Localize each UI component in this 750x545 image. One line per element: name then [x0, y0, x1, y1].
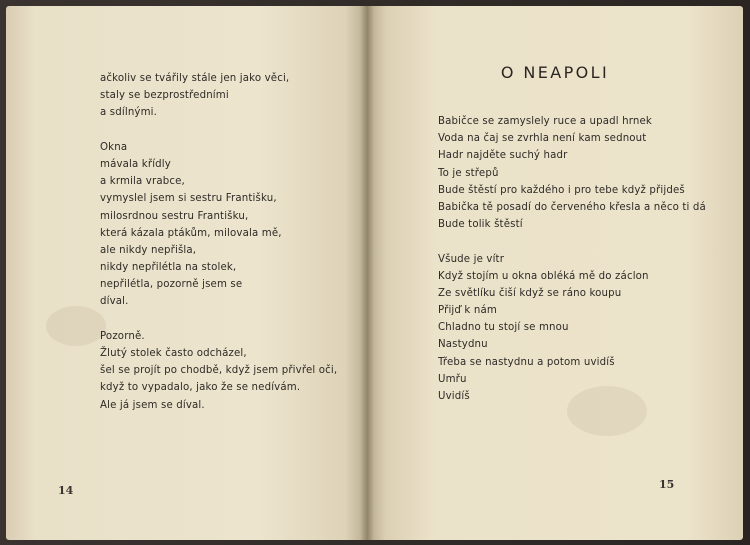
poem-line: Ale já jsem se díval.	[100, 399, 205, 411]
poem-line: staly se bezprostředními	[100, 90, 229, 102]
poem-line: Když stojím u okna obléká mě do záclon	[438, 270, 649, 282]
poem-line: díval.	[100, 296, 129, 308]
poem-line: ale nikdy nepřišla,	[100, 244, 197, 256]
poem-line: Žlutý stolek často odcházel,	[100, 348, 247, 359]
poem-line: Třeba se nastydnu a potom uvidíš	[438, 356, 615, 368]
poem-title: O NEAPOLI	[500, 63, 610, 82]
poem-line: mávala křídly	[100, 158, 171, 170]
poem-line: Bude štěstí pro každého i pro tebe když přijdeš	[438, 184, 685, 196]
page-number-left: 14	[58, 484, 74, 497]
poem-line: Chladno tu stojí se mnou	[438, 322, 569, 334]
paper-stain	[46, 306, 106, 346]
poem-line: To je střepů	[438, 167, 499, 179]
left-page-text	[100, 70, 337, 414]
poem-line: a krmila vrabce,	[100, 176, 185, 188]
poem-line: Umřu	[438, 373, 467, 385]
poem-line: Okna	[100, 141, 128, 153]
poem-line: Bude tolik štěstí	[438, 219, 523, 231]
poem-line: Nastydnu	[438, 339, 488, 351]
poem-line: milosrdnou sestru Františku,	[100, 210, 249, 222]
poem-line: Přijď k nám	[438, 305, 497, 317]
poem-line: když to vypadalo, jako že se nedívám.	[100, 382, 301, 394]
poem-line: nikdy nepřilétla na stolek,	[100, 262, 237, 274]
right-page	[367, 6, 743, 540]
poem-line: Všude je vítr	[438, 253, 505, 265]
poem-line: Hadr najděte suchý hadr	[438, 150, 568, 162]
stanza-break	[100, 311, 337, 328]
poem-line: Babička tě posadí do červeného křesla a něco ti dá	[438, 201, 706, 213]
poem-line: Ze světlíku čiší když se ráno koupu	[438, 287, 622, 299]
poem-line: Voda na čaj se zvrhla není kam sednout	[438, 133, 647, 145]
left-page	[6, 6, 367, 540]
poem-line: Pozorně.	[100, 330, 145, 342]
poem-line: Babičce se zamyslely ruce a upadl hrnek	[438, 116, 652, 127]
right-page-text	[438, 113, 706, 405]
poem-line: nepřilétla, pozorně jsem se	[100, 279, 243, 291]
poem-line: ačkoliv se tvářily stále jen jako věci,	[100, 73, 290, 84]
poem-line: vymyslel jsem si sestru Františku,	[100, 193, 277, 205]
stanza-break	[100, 122, 337, 139]
poem-line: která kázala ptákům, milovala mě,	[100, 227, 282, 239]
poem-line: a sdílnými.	[100, 107, 158, 119]
stanza-break	[438, 233, 706, 250]
book-gutter	[360, 6, 374, 540]
page-number-right: 15	[659, 478, 675, 491]
poem-line: šel se projít po chodbě, když jsem přivřel oči,	[100, 365, 338, 377]
poem-line: Uvidíš	[438, 391, 470, 402]
